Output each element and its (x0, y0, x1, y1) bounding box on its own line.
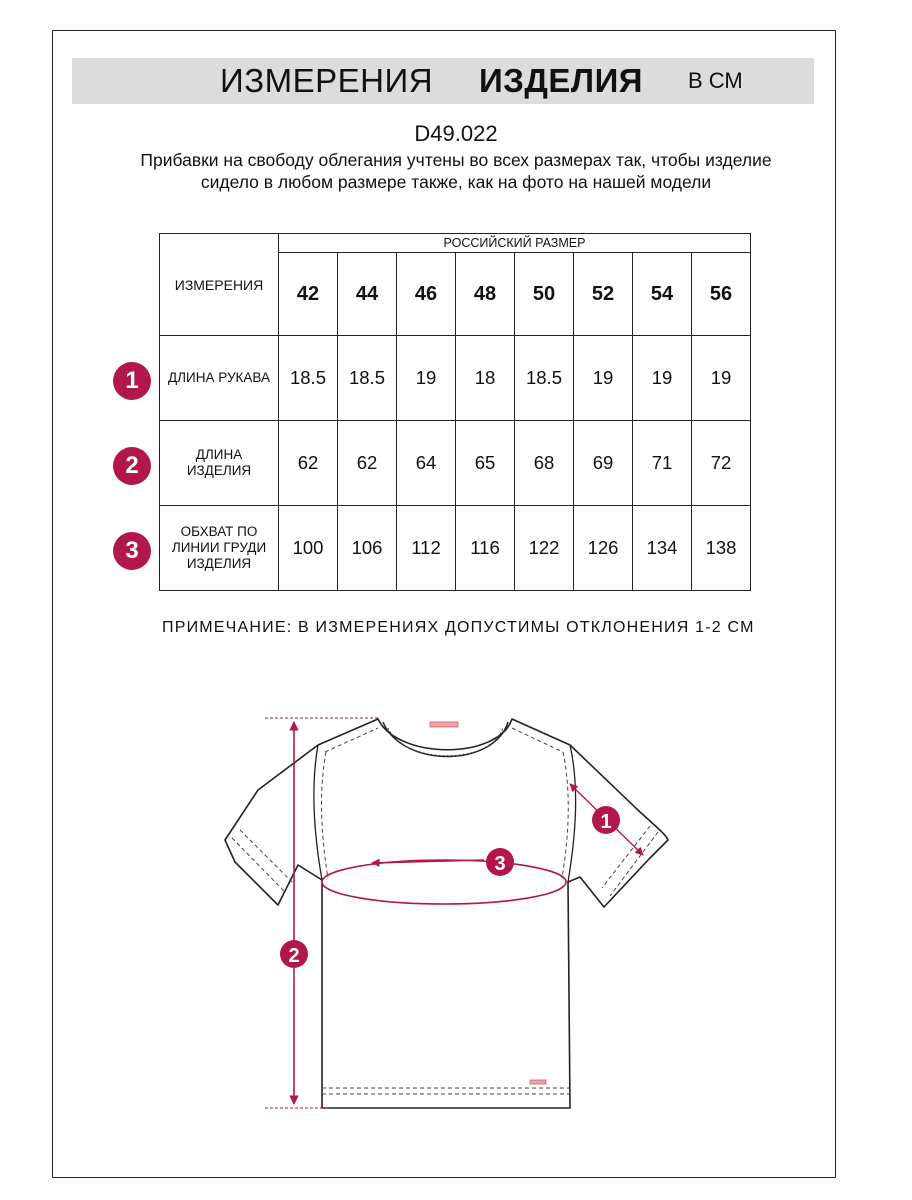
marker-sleeve (592, 806, 620, 834)
table-cell: 19 (574, 336, 633, 421)
size-header-44: 44 (338, 253, 397, 336)
table-cell: 100 (279, 506, 338, 591)
note-text: ПРИМЕЧАНИЕ: В ИЗМЕРЕНИЯХ ДОПУСТИМЫ ОТКЛОНЕНИЯ 1-2 СМ (162, 619, 755, 636)
title-part2: ИЗДЕЛИЯ (479, 62, 644, 99)
product-code: D49.022 (414, 121, 498, 146)
size-group-label: РОССИЙСКИЙ РАЗМЕР (279, 234, 751, 253)
title-part1: ИЗМЕРЕНИЯ (220, 62, 434, 99)
table-cell: 62 (279, 421, 338, 506)
size-header-50: 50 (515, 253, 574, 336)
table-cell: 18.5 (515, 336, 574, 421)
svg-text:3: 3 (494, 853, 506, 875)
row-label-line: ОБХВАТ ПО (180, 524, 258, 539)
table-cell: 122 (515, 506, 574, 591)
row-label-line: ДЛИНА РУКАВА (168, 370, 270, 385)
title-unit: В СМ (688, 68, 743, 93)
size-header-46: 46 (397, 253, 456, 336)
row-number-badge: 1 (113, 362, 151, 400)
table-cell: 18.5 (279, 336, 338, 421)
table-cell: 106 (338, 506, 397, 591)
table-cell: 69 (574, 421, 633, 506)
table-cell: 71 (633, 421, 692, 506)
table-cell: 19 (633, 336, 692, 421)
size-header-54: 54 (633, 253, 692, 336)
marker-length (280, 940, 308, 968)
table-cell: 19 (692, 336, 751, 421)
table-cell: 19 (397, 336, 456, 421)
table-cell: 65 (456, 421, 515, 506)
row-label-line: ИЗДЕЛИЯ (186, 556, 252, 571)
row-label-line: ДЛИНА (195, 447, 243, 462)
row-label-line: ИЗДЕЛИЯ (186, 463, 252, 478)
table-cell: 62 (338, 421, 397, 506)
svg-text:1: 1 (600, 811, 612, 833)
svg-text:2: 2 (288, 945, 300, 967)
table-cell: 126 (574, 506, 633, 591)
marker-chest (486, 848, 514, 876)
hem-label-tag (530, 1080, 546, 1084)
row-label-line: ЛИНИИ ГРУДИ (171, 540, 267, 555)
size-header-48: 48 (456, 253, 515, 336)
table-cell: 138 (692, 506, 751, 591)
table-cell: 18.5 (338, 336, 397, 421)
table-cell: 112 (397, 506, 456, 591)
table-cell: 72 (692, 421, 751, 506)
row-number-badge: 2 (113, 447, 151, 485)
corner-label: ИЗМЕРЕНИЯ (160, 234, 279, 336)
table-cell: 64 (397, 421, 456, 506)
table-cell: 18 (456, 336, 515, 421)
row-number-badge: 3 (113, 532, 151, 570)
table-cell: 68 (515, 421, 574, 506)
size-header-56: 56 (692, 253, 751, 336)
table-cell: 134 (633, 506, 692, 591)
size-header-52: 52 (574, 253, 633, 336)
intro-text: Прибавки на свободу облегания учтены во всех размерах так, чтобы изделие сидело в любом размере также, как на фото на нашей модели (140, 150, 772, 192)
neck-label-tag (430, 722, 458, 727)
size-header-42: 42 (279, 253, 338, 336)
tshirt-outline (225, 719, 668, 1108)
table-cell: 116 (456, 506, 515, 591)
